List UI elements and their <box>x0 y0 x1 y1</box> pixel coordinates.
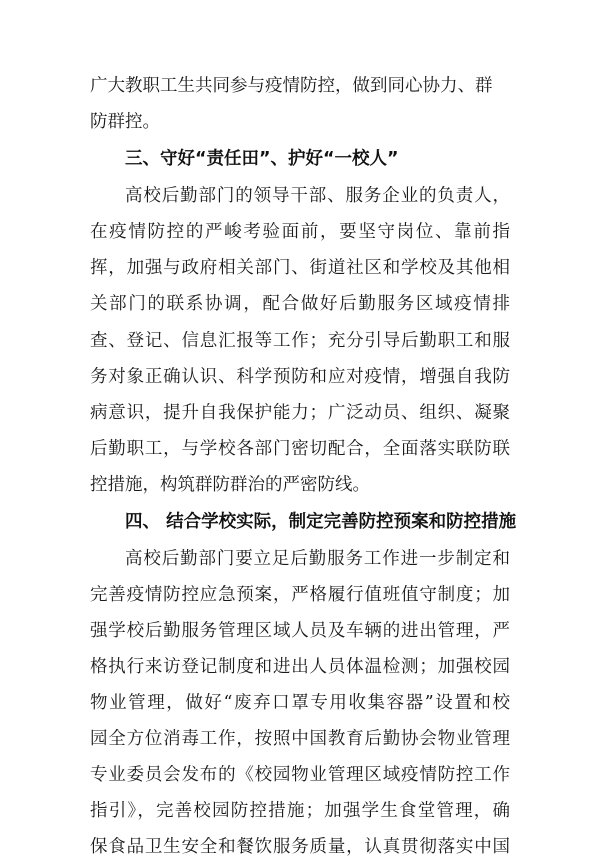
paragraph-line: 控措施，构筑群防群治的严密防线。 <box>90 475 370 495</box>
paragraph-line: 完善疫情防控应急预案，严格履行值班值守制度；加 <box>90 585 510 605</box>
paragraph-line: 指引》，完善校园防控措施；加强学生食堂管理，确 <box>90 801 510 821</box>
paragraph-line: 在疫情防控的严峻考验面前，要坚守岗位、靠前指 <box>90 222 510 242</box>
paragraph-line: 病意识，提升自我保护能力；广泛动员、组织、凝聚 <box>90 403 510 423</box>
paragraph-line: 格执行来访登记制度和进出人员体温检测；加强校园 <box>90 657 510 677</box>
paragraph-line: 务对象正确认识、科学预防和应对疫情，增强自我防 <box>90 367 510 387</box>
paragraph-line: 园全方位消毒工作，按照中国教育后勤协会物业管理 <box>90 729 510 749</box>
section-heading: 三、守好“责任田”、护好“一校人” <box>125 149 399 169</box>
paragraph-line: 物业管理，做好“废弃口罩专用收集容器”设置和校 <box>90 693 510 713</box>
paragraph-line: 挥，加强与政府相关部门、街道社区和学校及其他相 <box>90 258 510 278</box>
paragraph-line: 强学校后勤服务管理区域人员及车辆的进出管理，严 <box>90 621 510 641</box>
paragraph-line: 保食品卫生安全和餐饮服务质量，认真贯彻落实中国 <box>90 837 510 857</box>
paragraph-line: 后勤职工，与学校各部门密切配合，全面落实联防联 <box>90 439 510 459</box>
paragraph-line: 查、登记、信息汇报等工作；充分引导后勤职工和服 <box>90 331 510 351</box>
section-heading: 四、 结合学校实际，制定完善防控预案和防控措施 <box>125 512 517 532</box>
paragraph-line: 关部门的联系协调，配合做好后勤服务区域疫情排 <box>90 294 510 314</box>
paragraph-line: 高校后勤部门要立足后勤服务工作进一步制定和 <box>125 549 510 569</box>
paragraph-line: 广大教职工生共同参与疫情防控，做到同心协力、群 <box>90 76 493 96</box>
paragraph-line: 防群控。 <box>90 112 160 132</box>
paragraph-line: 高校后勤部门的领导干部、服务企业的负责人， <box>125 186 510 206</box>
paragraph-line: 专业委员会发布的《校园物业管理区域疫情防控工作 <box>90 765 510 785</box>
